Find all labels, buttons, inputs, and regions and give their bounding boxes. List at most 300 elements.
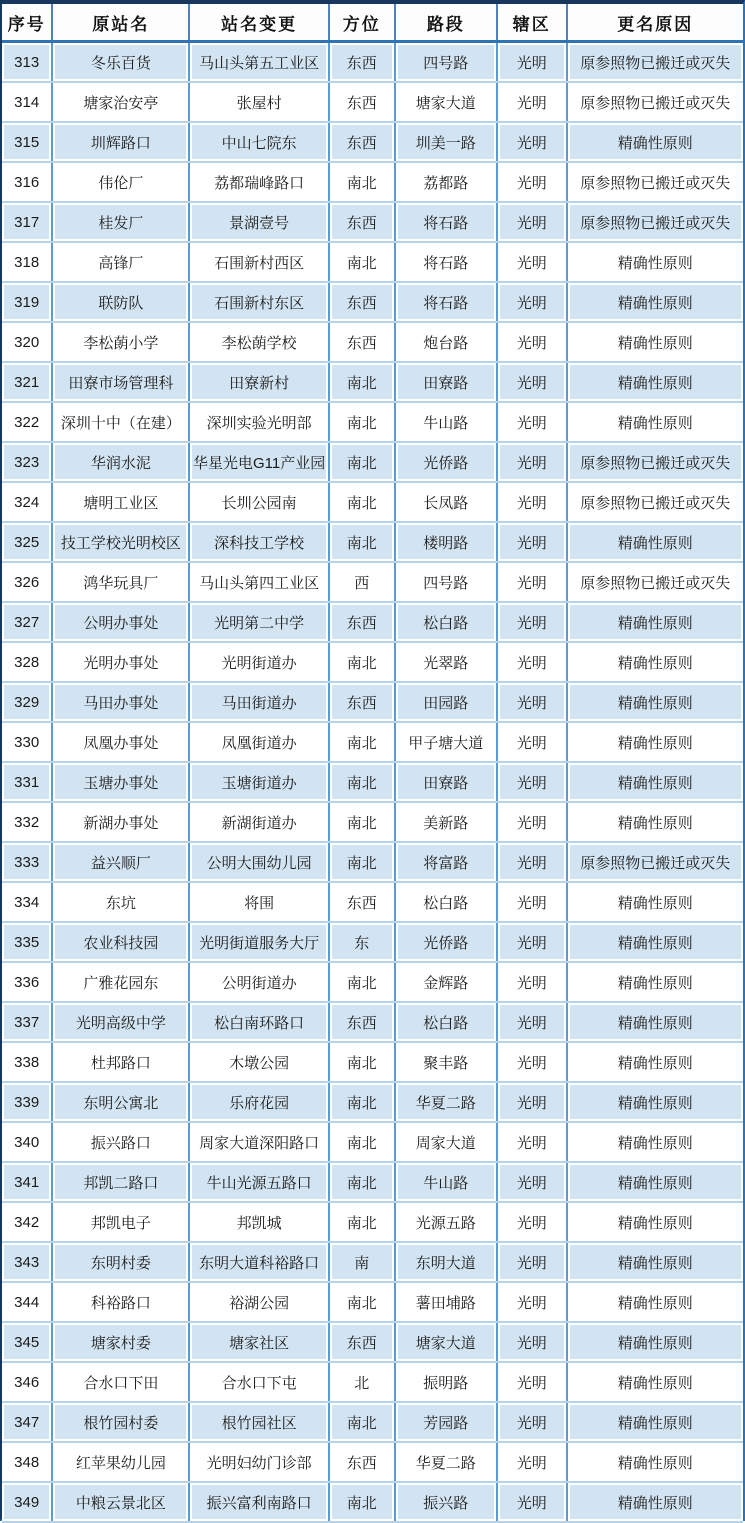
- table-row: [2, 1362, 743, 1402]
- cell-road: 光侨路: [395, 442, 497, 482]
- cell-direction: 南北: [329, 842, 395, 882]
- cell-reason: 精确性原则: [567, 322, 743, 362]
- cell-district: 光明: [497, 1442, 567, 1482]
- cell-reason: 精确性原则: [567, 1162, 743, 1202]
- table-row: [2, 762, 743, 802]
- table-row: [2, 682, 743, 722]
- cell-index: 323: [2, 442, 52, 482]
- cell-index: 329: [2, 682, 52, 722]
- cell-reason: 精确性原则: [567, 1442, 743, 1482]
- cell-district: 光明: [497, 562, 567, 602]
- cell-index: 341: [2, 1162, 52, 1202]
- cell-road: 光翠路: [395, 642, 497, 682]
- table-row: [2, 282, 743, 322]
- cell-road: 田寮路: [395, 362, 497, 402]
- cell-new-name: 马山头第五工业区: [189, 42, 328, 83]
- cell-old-name: 公明办事处: [52, 602, 189, 642]
- cell-district: 光明: [497, 522, 567, 562]
- cell-district: 光明: [497, 1362, 567, 1402]
- table-row: [2, 162, 743, 202]
- table-row: [2, 402, 743, 442]
- station-rename-table: [2, 4, 743, 1523]
- cell-reason: 精确性原则: [567, 402, 743, 442]
- cell-new-name: 中山七院东: [189, 122, 328, 162]
- table-row: [2, 1122, 743, 1162]
- cell-index: 333: [2, 842, 52, 882]
- cell-old-name: 光明办事处: [52, 642, 189, 682]
- cell-district: 光明: [497, 722, 567, 762]
- cell-new-name: 光明街道办: [189, 642, 328, 682]
- cell-direction: 东西: [329, 282, 395, 322]
- cell-direction: 南北: [329, 722, 395, 762]
- cell-index: 314: [2, 82, 52, 122]
- cell-old-name: 塘明工业区: [52, 482, 189, 522]
- cell-old-name: 光明高级中学: [52, 1002, 189, 1042]
- cell-district: 光明: [497, 322, 567, 362]
- table-header: [2, 4, 743, 42]
- table-row: [2, 802, 743, 842]
- cell-new-name: 光明第二中学: [189, 602, 328, 642]
- cell-district: 光明: [497, 802, 567, 842]
- cell-direction: 南北: [329, 642, 395, 682]
- cell-district: 光明: [497, 202, 567, 242]
- cell-road: 将富路: [395, 842, 497, 882]
- cell-road: 四号路: [395, 42, 497, 83]
- cell-district: 光明: [497, 122, 567, 162]
- cell-road: 圳美一路: [395, 122, 497, 162]
- cell-reason: 精确性原则: [567, 802, 743, 842]
- cell-index: 338: [2, 1042, 52, 1082]
- cell-road: 芳园路: [395, 1402, 497, 1442]
- header-row: [2, 4, 743, 42]
- cell-reason: 精确性原则: [567, 682, 743, 722]
- table-row: [2, 1442, 743, 1482]
- cell-old-name: 联防队: [52, 282, 189, 322]
- cell-direction: 南北: [329, 242, 395, 282]
- cell-index: 344: [2, 1282, 52, 1322]
- table-row: [2, 602, 743, 642]
- cell-index: 336: [2, 962, 52, 1002]
- cell-direction: 东西: [329, 42, 395, 83]
- cell-old-name: 圳辉路口: [52, 122, 189, 162]
- table-row: [2, 642, 743, 682]
- cell-district: 光明: [497, 1162, 567, 1202]
- cell-new-name: 将围: [189, 882, 328, 922]
- cell-direction: 南北: [329, 1482, 395, 1522]
- cell-old-name: 邦凯电子: [52, 1202, 189, 1242]
- cell-direction: 南北: [329, 1122, 395, 1162]
- cell-new-name: 深科技工学校: [189, 522, 328, 562]
- cell-reason: 精确性原则: [567, 722, 743, 762]
- table-row: [2, 522, 743, 562]
- cell-direction: 南北: [329, 162, 395, 202]
- column-header-district: 辖区: [497, 4, 567, 42]
- cell-road: 甲子塘大道: [395, 722, 497, 762]
- cell-new-name: 石围新村西区: [189, 242, 328, 282]
- cell-index: 317: [2, 202, 52, 242]
- cell-direction: 南北: [329, 522, 395, 562]
- cell-reason: 精确性原则: [567, 1042, 743, 1082]
- cell-road: 华夏二路: [395, 1082, 497, 1122]
- cell-reason: 精确性原则: [567, 642, 743, 682]
- cell-road: 炮台路: [395, 322, 497, 362]
- cell-old-name: 广雅花园东: [52, 962, 189, 1002]
- cell-district: 光明: [497, 402, 567, 442]
- cell-old-name: 根竹园村委: [52, 1402, 189, 1442]
- cell-district: 光明: [497, 1482, 567, 1522]
- table-row: [2, 562, 743, 602]
- cell-index: 342: [2, 1202, 52, 1242]
- cell-road: 田寮路: [395, 762, 497, 802]
- cell-old-name: 田寮市场管理科: [52, 362, 189, 402]
- cell-road: 牛山路: [395, 1162, 497, 1202]
- cell-direction: 西: [329, 562, 395, 602]
- cell-direction: 东西: [329, 1002, 395, 1042]
- table-row: [2, 1042, 743, 1082]
- cell-reason: 原参照物已搬迁或灭失: [567, 482, 743, 522]
- table-row: [2, 322, 743, 362]
- table-row: [2, 442, 743, 482]
- table-row: [2, 1482, 743, 1522]
- cell-reason: 原参照物已搬迁或灭失: [567, 842, 743, 882]
- cell-index: 321: [2, 362, 52, 402]
- cell-district: 光明: [497, 282, 567, 322]
- cell-district: 光明: [497, 162, 567, 202]
- cell-new-name: 马田街道办: [189, 682, 328, 722]
- cell-reason: 精确性原则: [567, 1482, 743, 1522]
- cell-index: 347: [2, 1402, 52, 1442]
- cell-direction: 东西: [329, 82, 395, 122]
- cell-old-name: 桂发厂: [52, 202, 189, 242]
- cell-reason: 原参照物已搬迁或灭失: [567, 202, 743, 242]
- cell-index: 349: [2, 1482, 52, 1522]
- cell-road: 将石路: [395, 282, 497, 322]
- column-header-new-name: 站名变更: [189, 4, 328, 42]
- column-header-old-name: 原站名: [52, 4, 189, 42]
- cell-new-name: 田寮新村: [189, 362, 328, 402]
- cell-index: 324: [2, 482, 52, 522]
- cell-reason: 精确性原则: [567, 962, 743, 1002]
- cell-index: 313: [2, 42, 52, 83]
- column-header-index: 序号: [2, 4, 52, 42]
- cell-new-name: 周家大道深阳路口: [189, 1122, 328, 1162]
- cell-reason: 原参照物已搬迁或灭失: [567, 562, 743, 602]
- cell-direction: 南北: [329, 1402, 395, 1442]
- cell-new-name: 华星光电G11产业园: [189, 442, 328, 482]
- cell-old-name: 东坑: [52, 882, 189, 922]
- cell-road: 塘家大道: [395, 1322, 497, 1362]
- table-row: [2, 1162, 743, 1202]
- cell-direction: 东西: [329, 202, 395, 242]
- table-row: [2, 842, 743, 882]
- column-header-direction: 方位: [329, 4, 395, 42]
- cell-old-name: 杜邦路口: [52, 1042, 189, 1082]
- cell-index: 318: [2, 242, 52, 282]
- cell-new-name: 玉塘街道办: [189, 762, 328, 802]
- cell-district: 光明: [497, 1282, 567, 1322]
- cell-index: 343: [2, 1242, 52, 1282]
- cell-old-name: 新湖办事处: [52, 802, 189, 842]
- cell-old-name: 华润水泥: [52, 442, 189, 482]
- cell-index: 335: [2, 922, 52, 962]
- cell-road: 周家大道: [395, 1122, 497, 1162]
- cell-direction: 南北: [329, 962, 395, 1002]
- cell-road: 长凤路: [395, 482, 497, 522]
- cell-direction: 东西: [329, 682, 395, 722]
- cell-old-name: 东明村委: [52, 1242, 189, 1282]
- cell-district: 光明: [497, 1202, 567, 1242]
- cell-reason: 精确性原则: [567, 242, 743, 282]
- cell-index: 339: [2, 1082, 52, 1122]
- cell-new-name: 牛山光源五路口: [189, 1162, 328, 1202]
- table-row: [2, 242, 743, 282]
- cell-road: 光侨路: [395, 922, 497, 962]
- table-row: [2, 42, 743, 83]
- table-row: [2, 1322, 743, 1362]
- cell-district: 光明: [497, 922, 567, 962]
- table-row: [2, 122, 743, 162]
- cell-old-name: 玉塘办事处: [52, 762, 189, 802]
- cell-road: 振兴路: [395, 1482, 497, 1522]
- cell-new-name: 石围新村东区: [189, 282, 328, 322]
- cell-direction: 南北: [329, 762, 395, 802]
- cell-new-name: 长圳公园南: [189, 482, 328, 522]
- table-row: [2, 82, 743, 122]
- cell-index: 319: [2, 282, 52, 322]
- cell-road: 聚丰路: [395, 1042, 497, 1082]
- cell-reason: 原参照物已搬迁或灭失: [567, 82, 743, 122]
- cell-new-name: 根竹园社区: [189, 1402, 328, 1442]
- cell-direction: 南北: [329, 402, 395, 442]
- cell-old-name: 邦凯二路口: [52, 1162, 189, 1202]
- table-body: [2, 42, 743, 1523]
- cell-index: 348: [2, 1442, 52, 1482]
- cell-reason: 精确性原则: [567, 922, 743, 962]
- column-header-reason: 更名原因: [567, 4, 743, 42]
- cell-index: 325: [2, 522, 52, 562]
- cell-new-name: 公明大围幼儿园: [189, 842, 328, 882]
- cell-reason: 精确性原则: [567, 602, 743, 642]
- cell-new-name: 塘家社区: [189, 1322, 328, 1362]
- cell-district: 光明: [497, 962, 567, 1002]
- cell-district: 光明: [497, 682, 567, 722]
- cell-index: 337: [2, 1002, 52, 1042]
- cell-old-name: 塘家治安亭: [52, 82, 189, 122]
- cell-road: 美新路: [395, 802, 497, 842]
- cell-index: 320: [2, 322, 52, 362]
- cell-old-name: 凤凰办事处: [52, 722, 189, 762]
- cell-new-name: 荔都瑞峰路口: [189, 162, 328, 202]
- cell-new-name: 裕湖公园: [189, 1282, 328, 1322]
- cell-old-name: 中粮云景北区: [52, 1482, 189, 1522]
- cell-new-name: 合水口下屯: [189, 1362, 328, 1402]
- cell-direction: 南: [329, 1242, 395, 1282]
- cell-road: 将石路: [395, 202, 497, 242]
- cell-district: 光明: [497, 242, 567, 282]
- cell-reason: 原参照物已搬迁或灭失: [567, 442, 743, 482]
- cell-direction: 南北: [329, 1042, 395, 1082]
- cell-new-name: 深圳实验光明部: [189, 402, 328, 442]
- cell-old-name: 李松蓢小学: [52, 322, 189, 362]
- cell-district: 光明: [497, 1002, 567, 1042]
- cell-index: 340: [2, 1122, 52, 1162]
- table-row: [2, 1002, 743, 1042]
- cell-reason: 精确性原则: [567, 362, 743, 402]
- cell-road: 松白路: [395, 1002, 497, 1042]
- cell-direction: 东西: [329, 1322, 395, 1362]
- cell-new-name: 光明妇幼门诊部: [189, 1442, 328, 1482]
- cell-index: 315: [2, 122, 52, 162]
- cell-road: 荔都路: [395, 162, 497, 202]
- cell-district: 光明: [497, 1082, 567, 1122]
- table-row: [2, 482, 743, 522]
- cell-direction: 南北: [329, 1282, 395, 1322]
- table-row: [2, 722, 743, 762]
- cell-index: 334: [2, 882, 52, 922]
- cell-road: 将石路: [395, 242, 497, 282]
- table-row: [2, 882, 743, 922]
- cell-direction: 北: [329, 1362, 395, 1402]
- cell-road: 塘家大道: [395, 82, 497, 122]
- cell-direction: 东西: [329, 122, 395, 162]
- cell-index: 330: [2, 722, 52, 762]
- cell-road: 松白路: [395, 602, 497, 642]
- cell-new-name: 马山头第四工业区: [189, 562, 328, 602]
- cell-road: 振明路: [395, 1362, 497, 1402]
- cell-reason: 精确性原则: [567, 522, 743, 562]
- cell-road: 松白路: [395, 882, 497, 922]
- cell-old-name: 技工学校光明校区: [52, 522, 189, 562]
- cell-index: 322: [2, 402, 52, 442]
- cell-road: 田园路: [395, 682, 497, 722]
- cell-old-name: 东明公寓北: [52, 1082, 189, 1122]
- table-row: [2, 1202, 743, 1242]
- table-row: [2, 922, 743, 962]
- cell-district: 光明: [497, 482, 567, 522]
- cell-road: 牛山路: [395, 402, 497, 442]
- cell-old-name: 深圳十中（在建）: [52, 402, 189, 442]
- cell-road: 东明大道: [395, 1242, 497, 1282]
- cell-old-name: 伟伦厂: [52, 162, 189, 202]
- cell-old-name: 振兴路口: [52, 1122, 189, 1162]
- cell-district: 光明: [497, 602, 567, 642]
- cell-index: 332: [2, 802, 52, 842]
- cell-direction: 东西: [329, 1442, 395, 1482]
- cell-district: 光明: [497, 762, 567, 802]
- cell-direction: 东西: [329, 602, 395, 642]
- cell-index: 327: [2, 602, 52, 642]
- cell-index: 326: [2, 562, 52, 602]
- column-header-road: 路段: [395, 4, 497, 42]
- cell-reason: 精确性原则: [567, 1002, 743, 1042]
- cell-district: 光明: [497, 842, 567, 882]
- cell-new-name: 张屋村: [189, 82, 328, 122]
- cell-road: 薯田埔路: [395, 1282, 497, 1322]
- cell-district: 光明: [497, 442, 567, 482]
- cell-direction: 南北: [329, 362, 395, 402]
- cell-old-name: 合水口下田: [52, 1362, 189, 1402]
- cell-reason: 原参照物已搬迁或灭失: [567, 42, 743, 83]
- cell-reason: 精确性原则: [567, 1242, 743, 1282]
- cell-old-name: 鸿华玩具厂: [52, 562, 189, 602]
- table-row: [2, 1082, 743, 1122]
- cell-road: 楼明路: [395, 522, 497, 562]
- cell-reason: 精确性原则: [567, 1282, 743, 1322]
- cell-road: 四号路: [395, 562, 497, 602]
- cell-index: 345: [2, 1322, 52, 1362]
- cell-reason: 精确性原则: [567, 1362, 743, 1402]
- cell-district: 光明: [497, 1042, 567, 1082]
- cell-reason: 精确性原则: [567, 282, 743, 322]
- cell-direction: 南北: [329, 1082, 395, 1122]
- cell-reason: 精确性原则: [567, 882, 743, 922]
- cell-old-name: 马田办事处: [52, 682, 189, 722]
- cell-old-name: 科裕路口: [52, 1282, 189, 1322]
- table-row: [2, 1242, 743, 1282]
- cell-direction: 南北: [329, 802, 395, 842]
- cell-road: 金辉路: [395, 962, 497, 1002]
- cell-index: 328: [2, 642, 52, 682]
- cell-new-name: 公明街道办: [189, 962, 328, 1002]
- cell-old-name: 红苹果幼儿园: [52, 1442, 189, 1482]
- cell-district: 光明: [497, 1122, 567, 1162]
- cell-district: 光明: [497, 1402, 567, 1442]
- cell-reason: 原参照物已搬迁或灭失: [567, 162, 743, 202]
- cell-new-name: 李松蓢学校: [189, 322, 328, 362]
- cell-new-name: 乐府花园: [189, 1082, 328, 1122]
- cell-direction: 南北: [329, 1202, 395, 1242]
- cell-reason: 精确性原则: [567, 1082, 743, 1122]
- cell-index: 316: [2, 162, 52, 202]
- cell-reason: 精确性原则: [567, 122, 743, 162]
- cell-reason: 精确性原则: [567, 1322, 743, 1362]
- cell-index: 346: [2, 1362, 52, 1402]
- table-row: [2, 362, 743, 402]
- cell-direction: 南北: [329, 442, 395, 482]
- cell-district: 光明: [497, 882, 567, 922]
- cell-new-name: 振兴富利南路口: [189, 1482, 328, 1522]
- cell-district: 光明: [497, 362, 567, 402]
- cell-new-name: 邦凯城: [189, 1202, 328, 1242]
- cell-district: 光明: [497, 1322, 567, 1362]
- cell-new-name: 光明街道服务大厅: [189, 922, 328, 962]
- cell-road: 华夏二路: [395, 1442, 497, 1482]
- cell-index: 331: [2, 762, 52, 802]
- cell-new-name: 景湖壹号: [189, 202, 328, 242]
- table-row: [2, 1402, 743, 1442]
- cell-new-name: 新湖街道办: [189, 802, 328, 842]
- cell-district: 光明: [497, 642, 567, 682]
- cell-road: 光源五路: [395, 1202, 497, 1242]
- cell-new-name: 松白南环路口: [189, 1002, 328, 1042]
- cell-new-name: 凤凰街道办: [189, 722, 328, 762]
- cell-reason: 精确性原则: [567, 1122, 743, 1162]
- cell-old-name: 农业科技园: [52, 922, 189, 962]
- cell-district: 光明: [497, 42, 567, 83]
- table-row: [2, 202, 743, 242]
- cell-direction: 东西: [329, 882, 395, 922]
- table-row: [2, 1282, 743, 1322]
- cell-direction: 东: [329, 922, 395, 962]
- cell-old-name: 冬乐百货: [52, 42, 189, 83]
- table-row: [2, 962, 743, 1002]
- cell-direction: 南北: [329, 1162, 395, 1202]
- cell-new-name: 东明大道科裕路口: [189, 1242, 328, 1282]
- cell-reason: 精确性原则: [567, 1402, 743, 1442]
- cell-new-name: 木墩公园: [189, 1042, 328, 1082]
- cell-district: 光明: [497, 82, 567, 122]
- cell-direction: 东西: [329, 322, 395, 362]
